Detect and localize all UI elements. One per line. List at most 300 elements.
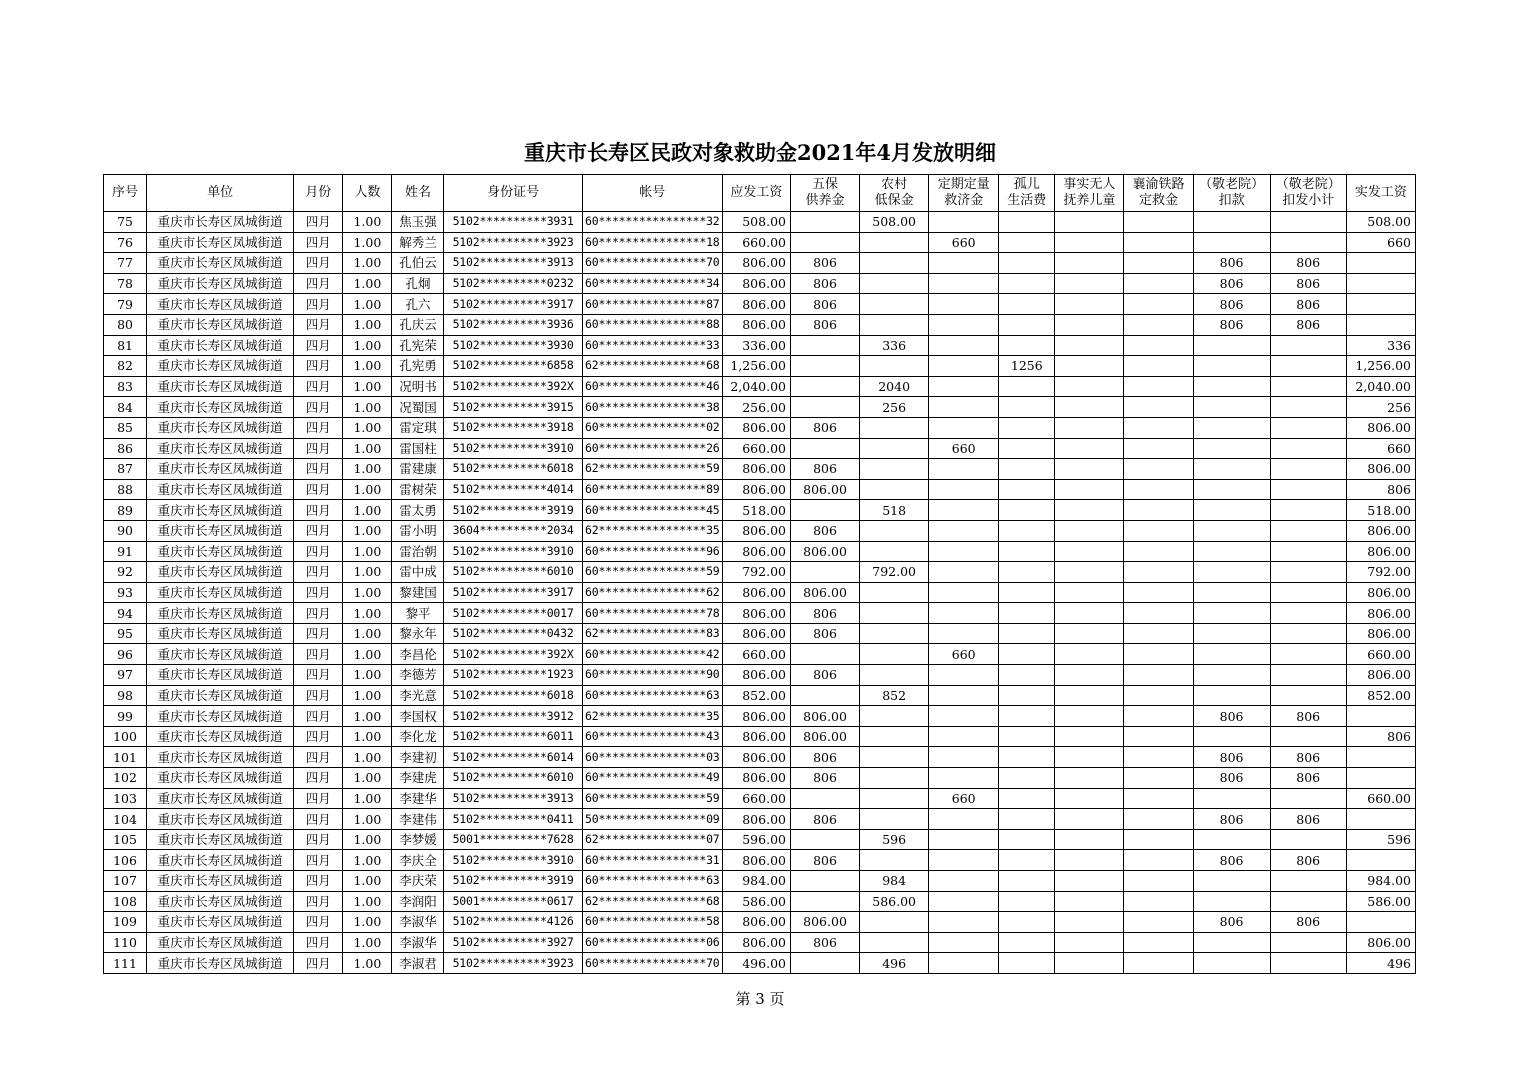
table-cell	[860, 644, 929, 665]
table-cell: 60****************96	[582, 541, 722, 562]
table-cell	[1055, 623, 1124, 644]
table-cell	[1055, 644, 1124, 665]
table-cell	[1270, 685, 1346, 706]
table-cell: 重庆市长寿区凤城街道	[147, 438, 294, 459]
table-cell	[1193, 520, 1270, 541]
table-row	[104, 541, 1416, 562]
table-row	[104, 335, 1416, 356]
table-cell	[1270, 623, 1346, 644]
table-cell	[1124, 294, 1193, 315]
table-cell: 1.00	[343, 953, 392, 974]
table-cell: 806	[1270, 294, 1346, 315]
table-cell: 5102**********3913	[444, 788, 582, 809]
table-cell: 806.00	[722, 850, 790, 871]
table-cell	[1055, 253, 1124, 274]
table-cell: 806	[1193, 768, 1270, 789]
table-cell: 79	[104, 294, 147, 315]
table-cell: 5102**********4126	[444, 912, 582, 933]
table-cell: 806	[1270, 747, 1346, 768]
table-cell: 1.00	[343, 768, 392, 789]
table-cell	[1124, 541, 1193, 562]
table-cell	[860, 314, 929, 335]
table-cell: 806	[790, 603, 859, 624]
table-row	[104, 891, 1416, 912]
table-cell: 806.00	[790, 582, 859, 603]
table-row	[104, 459, 1416, 480]
table-cell	[1124, 850, 1193, 871]
table-cell	[1124, 953, 1193, 974]
table-cell: 四月	[294, 273, 343, 294]
table-cell	[1124, 376, 1193, 397]
table-row	[104, 912, 1416, 933]
table-cell	[999, 623, 1055, 644]
table-cell	[790, 397, 859, 418]
table-cell: 1.00	[343, 603, 392, 624]
table-cell	[1124, 253, 1193, 274]
table-cell: 518	[860, 500, 929, 521]
table-cell: 806.00	[790, 706, 859, 727]
table-cell: 81	[104, 335, 147, 356]
table-cell: 806.00	[722, 253, 790, 274]
table-cell: 806.00	[722, 294, 790, 315]
table-cell: 60****************70	[582, 253, 722, 274]
table-cell: 586.00	[1346, 891, 1415, 912]
table-cell: 85	[104, 417, 147, 438]
table-cell: 雷树荣	[392, 479, 444, 500]
table-cell: 重庆市长寿区凤城街道	[147, 417, 294, 438]
table-cell	[860, 665, 929, 686]
table-cell: 792.00	[860, 562, 929, 583]
table-cell: 四月	[294, 706, 343, 727]
table-cell: 李庆全	[392, 850, 444, 871]
table-cell: 256	[860, 397, 929, 418]
table-cell	[1124, 397, 1193, 418]
table-cell	[1193, 397, 1270, 418]
table-cell	[860, 479, 929, 500]
table-cell: 5102**********3930	[444, 335, 582, 356]
table-cell	[999, 500, 1055, 521]
table-cell: 1.00	[343, 335, 392, 356]
table-cell: 806	[790, 314, 859, 335]
table-row	[104, 376, 1416, 397]
table-cell: 1.00	[343, 212, 392, 233]
table-cell: 792.00	[1346, 562, 1415, 583]
table-cell: 62****************68	[582, 356, 722, 377]
table-cell: 重庆市长寿区凤城街道	[147, 253, 294, 274]
table-cell: 四月	[294, 644, 343, 665]
table-row	[104, 603, 1416, 624]
table-cell	[1055, 520, 1124, 541]
table-row	[104, 768, 1416, 789]
table-cell: 806.00	[722, 912, 790, 933]
table-cell: 1.00	[343, 891, 392, 912]
table-cell	[1055, 314, 1124, 335]
table-cell	[1055, 294, 1124, 315]
table-cell: 89	[104, 500, 147, 521]
column-header: 襄渝铁路 定救金	[1124, 175, 1193, 212]
table-cell	[929, 623, 999, 644]
table-cell	[1124, 768, 1193, 789]
table-cell: 四月	[294, 912, 343, 933]
table-cell	[1055, 871, 1124, 892]
table-cell: 60****************18	[582, 232, 722, 253]
table-cell	[1055, 850, 1124, 871]
table-cell	[1055, 335, 1124, 356]
table-cell	[929, 479, 999, 500]
table-cell	[1270, 520, 1346, 541]
table-cell: 496	[860, 953, 929, 974]
table-cell	[1193, 788, 1270, 809]
table-cell: 1.00	[343, 273, 392, 294]
table-cell	[1124, 726, 1193, 747]
table-cell: 1256	[999, 356, 1055, 377]
column-header: 孤儿 生活费	[999, 175, 1055, 212]
table-cell: 重庆市长寿区凤城街道	[147, 829, 294, 850]
table-cell: 806.00	[1346, 623, 1415, 644]
table-cell	[1346, 273, 1415, 294]
table-cell	[1346, 314, 1415, 335]
table-cell: 5102**********3927	[444, 932, 582, 953]
table-cell: 重庆市长寿区凤城街道	[147, 541, 294, 562]
table-cell: 1.00	[343, 376, 392, 397]
table-cell: 5102**********0432	[444, 623, 582, 644]
table-cell: 95	[104, 623, 147, 644]
table-cell	[999, 788, 1055, 809]
table-cell	[790, 788, 859, 809]
table-cell: 重庆市长寿区凤城街道	[147, 603, 294, 624]
table-row	[104, 685, 1416, 706]
table-cell: 60****************59	[582, 788, 722, 809]
table-cell: 102	[104, 768, 147, 789]
table-cell	[1270, 232, 1346, 253]
table-cell: 李淑君	[392, 953, 444, 974]
table-cell: 806.00	[790, 912, 859, 933]
table-cell: 806.00	[1346, 582, 1415, 603]
table-cell: 四月	[294, 726, 343, 747]
table-cell	[1055, 665, 1124, 686]
table-cell: 806.00	[722, 603, 790, 624]
table-cell: 806	[1270, 809, 1346, 830]
table-cell	[1124, 273, 1193, 294]
table-cell	[860, 356, 929, 377]
table-cell: 5102**********3918	[444, 417, 582, 438]
table-cell: 336	[1346, 335, 1415, 356]
table-cell: 四月	[294, 623, 343, 644]
table-cell	[1055, 273, 1124, 294]
table-cell: 重庆市长寿区凤城街道	[147, 500, 294, 521]
table-cell	[1124, 747, 1193, 768]
table-cell: 660.00	[1346, 644, 1415, 665]
table-cell: 806	[1193, 706, 1270, 727]
table-cell: 60****************70	[582, 953, 722, 974]
table-cell: 806	[1270, 850, 1346, 871]
table-cell	[929, 829, 999, 850]
table-cell	[1124, 665, 1193, 686]
table-cell: 518.00	[722, 500, 790, 521]
table-cell: 李昌伦	[392, 644, 444, 665]
table-cell: 5102**********3919	[444, 871, 582, 892]
column-header: 事实无人 抚养儿童	[1055, 175, 1124, 212]
table-cell	[1124, 891, 1193, 912]
table-cell	[929, 335, 999, 356]
table-cell: 96	[104, 644, 147, 665]
table-cell: 806.00	[790, 479, 859, 500]
table-cell: 雷建康	[392, 459, 444, 480]
table-cell	[999, 850, 1055, 871]
table-cell: 1.00	[343, 644, 392, 665]
table-cell	[1124, 603, 1193, 624]
table-cell: 5102**********3913	[444, 253, 582, 274]
table-cell: 92	[104, 562, 147, 583]
table-cell: 660.00	[722, 232, 790, 253]
table-cell	[1055, 356, 1124, 377]
table-cell	[860, 850, 929, 871]
table-cell: 1.00	[343, 871, 392, 892]
table-cell: 806	[790, 932, 859, 953]
table-cell: 雷国柱	[392, 438, 444, 459]
table-cell: 5102**********392X	[444, 376, 582, 397]
table-cell: 况蜀国	[392, 397, 444, 418]
table-cell: 四月	[294, 829, 343, 850]
table-cell	[1346, 706, 1415, 727]
table-cell	[1124, 685, 1193, 706]
table-cell: 336	[860, 335, 929, 356]
table-cell: 806.00	[722, 479, 790, 500]
table-cell: 806.00	[1346, 520, 1415, 541]
table-cell: 李庆荣	[392, 871, 444, 892]
table-cell	[1193, 665, 1270, 686]
table-cell	[999, 212, 1055, 233]
table-cell: 60****************43	[582, 726, 722, 747]
table-cell: 109	[104, 912, 147, 933]
table-cell	[790, 232, 859, 253]
table-cell: 1.00	[343, 829, 392, 850]
table-cell: 806	[1346, 479, 1415, 500]
column-header: 实发工资	[1346, 175, 1415, 212]
table-cell: 86	[104, 438, 147, 459]
table-cell	[1124, 459, 1193, 480]
table-cell	[1193, 891, 1270, 912]
table-cell: 5102**********6010	[444, 768, 582, 789]
table-cell	[1193, 562, 1270, 583]
table-cell: 5001**********7628	[444, 829, 582, 850]
table-cell: 60****************38	[582, 397, 722, 418]
table-cell: 1.00	[343, 541, 392, 562]
table-cell	[1270, 541, 1346, 562]
table-cell: 90	[104, 520, 147, 541]
table-cell: 重庆市长寿区凤城街道	[147, 582, 294, 603]
table-cell: 62****************35	[582, 706, 722, 727]
table-cell: 60****************26	[582, 438, 722, 459]
table-cell	[1055, 829, 1124, 850]
table-cell: 重庆市长寿区凤城街道	[147, 232, 294, 253]
table-cell	[929, 417, 999, 438]
table-cell	[860, 582, 929, 603]
table-row	[104, 500, 1416, 521]
table-cell: 四月	[294, 397, 343, 418]
table-cell: 重庆市长寿区凤城街道	[147, 644, 294, 665]
table-cell: 60****************42	[582, 644, 722, 665]
table-cell: 806.00	[1346, 417, 1415, 438]
table-cell: 雷定琪	[392, 417, 444, 438]
table-cell	[929, 500, 999, 521]
table-cell	[999, 871, 1055, 892]
table-cell: 60****************06	[582, 932, 722, 953]
table-cell: 792.00	[722, 562, 790, 583]
table-cell	[929, 212, 999, 233]
table-cell: 660	[929, 788, 999, 809]
table-cell: 806.00	[722, 623, 790, 644]
table-cell: 5102**********6018	[444, 685, 582, 706]
table-cell	[1124, 314, 1193, 335]
table-cell	[999, 932, 1055, 953]
table-cell: 1.00	[343, 685, 392, 706]
table-cell	[790, 644, 859, 665]
table-cell: 508.00	[722, 212, 790, 233]
column-header: 月份	[294, 175, 343, 212]
table-cell	[1270, 603, 1346, 624]
table-cell	[929, 706, 999, 727]
table-row	[104, 850, 1416, 871]
table-cell: 62****************35	[582, 520, 722, 541]
table-cell	[1270, 829, 1346, 850]
table-cell: 806.00	[722, 768, 790, 789]
table-cell	[1055, 788, 1124, 809]
table-cell: 5102**********392X	[444, 644, 582, 665]
table-cell	[1055, 912, 1124, 933]
table-cell: 806.00	[1346, 603, 1415, 624]
table-cell: 雷太勇	[392, 500, 444, 521]
table-cell	[999, 294, 1055, 315]
table-cell	[860, 768, 929, 789]
table-cell: 496.00	[722, 953, 790, 974]
table-cell	[999, 541, 1055, 562]
table-cell: 李淑华	[392, 912, 444, 933]
table-cell: 1.00	[343, 665, 392, 686]
table-cell	[1055, 685, 1124, 706]
table-row	[104, 726, 1416, 747]
table-cell	[999, 644, 1055, 665]
table-cell	[790, 685, 859, 706]
table-cell	[999, 273, 1055, 294]
table-cell	[929, 294, 999, 315]
table-cell: 重庆市长寿区凤城街道	[147, 809, 294, 830]
table-cell: 重庆市长寿区凤城街道	[147, 685, 294, 706]
table-cell: 四月	[294, 500, 343, 521]
table-cell: 105	[104, 829, 147, 850]
table-cell: 重庆市长寿区凤城街道	[147, 768, 294, 789]
table-cell: 60****************62	[582, 582, 722, 603]
table-cell: 黎平	[392, 603, 444, 624]
table-cell	[860, 747, 929, 768]
table-cell	[1193, 685, 1270, 706]
table-cell: 806	[1193, 850, 1270, 871]
table-cell: 四月	[294, 438, 343, 459]
table-cell: 重庆市长寿区凤城街道	[147, 726, 294, 747]
table-cell: 四月	[294, 212, 343, 233]
table-cell: 况明书	[392, 376, 444, 397]
table-cell: 806	[790, 768, 859, 789]
table-row	[104, 809, 1416, 830]
table-cell: 5102**********6011	[444, 726, 582, 747]
table-cell: 518.00	[1346, 500, 1415, 521]
table-cell	[790, 376, 859, 397]
table-cell: 四月	[294, 376, 343, 397]
table-cell: 806.00	[722, 706, 790, 727]
table-cell: 106	[104, 850, 147, 871]
table-cell: 1.00	[343, 706, 392, 727]
table-cell: 596.00	[722, 829, 790, 850]
table-row	[104, 520, 1416, 541]
table-cell	[1055, 891, 1124, 912]
table-cell: 60****************63	[582, 685, 722, 706]
table-cell: 重庆市长寿区凤城街道	[147, 747, 294, 768]
table-cell: 62****************07	[582, 829, 722, 850]
table-row	[104, 232, 1416, 253]
table-cell: 806.00	[722, 459, 790, 480]
table-cell: 雷小明	[392, 520, 444, 541]
table-cell	[1270, 932, 1346, 953]
table-row	[104, 562, 1416, 583]
table-cell: 62****************59	[582, 459, 722, 480]
table-cell: 2,040.00	[1346, 376, 1415, 397]
table-cell	[1270, 726, 1346, 747]
table-cell	[1124, 438, 1193, 459]
table-cell	[1055, 932, 1124, 953]
table-row	[104, 788, 1416, 809]
table-cell: 806.00	[722, 541, 790, 562]
table-cell	[1270, 356, 1346, 377]
table-cell	[860, 706, 929, 727]
table-cell: 77	[104, 253, 147, 274]
table-cell	[999, 685, 1055, 706]
table-cell	[999, 397, 1055, 418]
table-row	[104, 871, 1416, 892]
table-cell: 98	[104, 685, 147, 706]
table-cell: 80	[104, 314, 147, 335]
table-cell	[999, 665, 1055, 686]
table-cell	[999, 912, 1055, 933]
table-row	[104, 397, 1416, 418]
table-cell	[1193, 479, 1270, 500]
table-cell	[1270, 479, 1346, 500]
table-cell: 60****************02	[582, 417, 722, 438]
table-cell	[1193, 603, 1270, 624]
table-cell: 806	[790, 417, 859, 438]
table-cell: 5102**********3915	[444, 397, 582, 418]
table-cell: 2,040.00	[722, 376, 790, 397]
table-cell: 四月	[294, 788, 343, 809]
table-cell: 四月	[294, 294, 343, 315]
column-header: 身份证号	[444, 175, 582, 212]
table-cell: 5102**********6018	[444, 459, 582, 480]
column-header: 五保 供养金	[790, 175, 859, 212]
table-cell	[929, 562, 999, 583]
table-cell: 508.00	[860, 212, 929, 233]
table-row	[104, 479, 1416, 500]
table-cell	[1270, 376, 1346, 397]
table-cell: 256	[1346, 397, 1415, 418]
table-cell: 806	[1193, 253, 1270, 274]
table-cell	[860, 294, 929, 315]
table-cell: 四月	[294, 356, 343, 377]
table-cell: 87	[104, 459, 147, 480]
table-cell: 806	[790, 294, 859, 315]
table-cell	[1270, 871, 1346, 892]
table-cell: 重庆市长寿区凤城街道	[147, 314, 294, 335]
table-cell	[1346, 912, 1415, 933]
table-cell	[860, 932, 929, 953]
